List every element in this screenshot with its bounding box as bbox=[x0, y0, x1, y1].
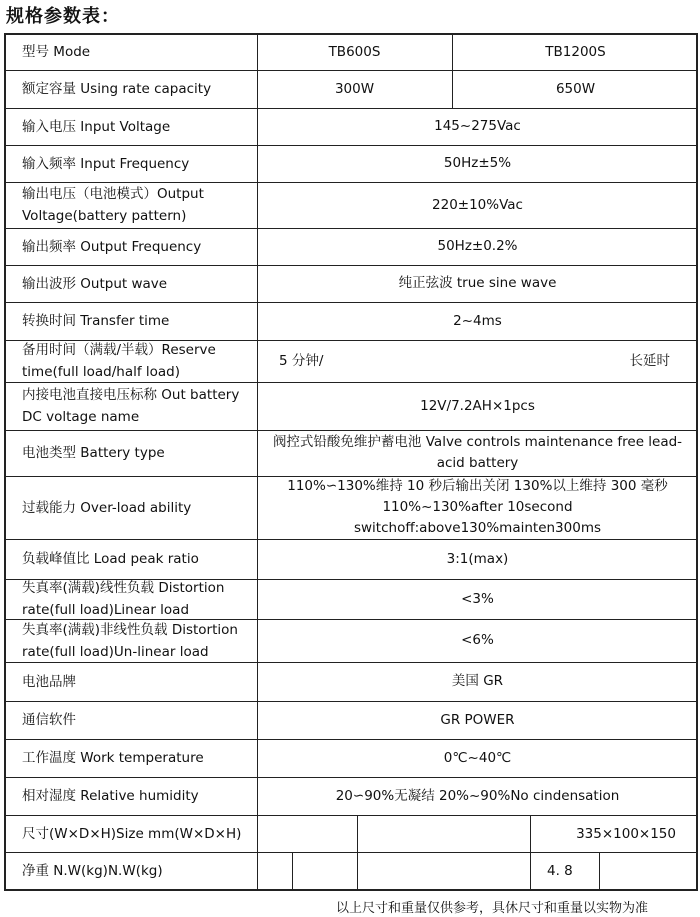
column-divider bbox=[452, 33, 453, 70]
spec-value: 美国 GR bbox=[451, 673, 504, 689]
row-divider bbox=[4, 340, 698, 341]
spec-value: 20∽90%无凝结 20%~90%No cindensation bbox=[335, 787, 620, 804]
row-divider bbox=[4, 579, 698, 580]
spec-value: <6% bbox=[461, 632, 494, 648]
row-divider bbox=[4, 265, 698, 266]
spec-value: 3:1(max) bbox=[446, 550, 509, 567]
spec-value: 50Hz±5% bbox=[443, 155, 512, 171]
row-divider bbox=[4, 889, 698, 891]
row-divider bbox=[4, 302, 698, 303]
spec-label: 负载峰值比 Load peak ratio bbox=[22, 551, 199, 567]
footnote: 以上尺寸和重量仅供参考，具休尺寸和重量以实物为准 bbox=[336, 901, 649, 916]
spec-label: 额定容量 Using rate capacity bbox=[22, 81, 212, 97]
spec-label: 通信软件 bbox=[22, 712, 76, 728]
spec-label: 净重 N.W(kg)N.W(kg) bbox=[22, 863, 163, 879]
label-column-divider bbox=[257, 33, 258, 890]
row-divider bbox=[4, 539, 698, 540]
row-divider bbox=[4, 33, 698, 35]
column-divider bbox=[292, 852, 293, 890]
spec-value: 长延时 bbox=[629, 353, 670, 369]
spec-value: TB1200S bbox=[545, 43, 606, 60]
spec-value: 300W bbox=[334, 81, 375, 97]
row-divider bbox=[4, 701, 698, 702]
row-divider bbox=[4, 852, 698, 853]
row-divider bbox=[4, 739, 698, 740]
row-divider bbox=[4, 476, 698, 477]
table-border-left bbox=[4, 33, 6, 890]
spec-value: 阀控式铅酸免维护蓄电池 Valve controls maintenance free lead-acid battery bbox=[272, 434, 683, 471]
spec-value: 220±10%Vac bbox=[432, 196, 523, 213]
row-divider bbox=[4, 777, 698, 778]
spec-label: 工作温度 Work temperature bbox=[22, 750, 204, 766]
table-border-right bbox=[696, 33, 698, 890]
spec-label: 输入电压 Input Voltage bbox=[22, 118, 171, 135]
page-title: 规格参数表： bbox=[6, 6, 120, 27]
spec-label: 过载能力 Over-load ability bbox=[22, 499, 192, 516]
spec-label: 电池类型 Battery type bbox=[22, 445, 165, 461]
spec-label: 相对湿度 Relative humidity bbox=[22, 788, 199, 804]
column-divider bbox=[452, 70, 453, 108]
spec-value: 110%∽130%维持 10 秒后输出关闭 130%以上维持 300 毫秒 110%~130%after 10second switchoff:above130%mainten300ms bbox=[287, 478, 668, 536]
spec-label: 转换时间 Transfer time bbox=[22, 313, 170, 329]
spec-value: 纯正弦波 true sine wave bbox=[398, 275, 557, 291]
spec-label: 电池品牌 bbox=[22, 673, 76, 690]
row-divider bbox=[4, 815, 698, 816]
spec-label: 备用时间（满载/半载）Reserve time(full load/half load) bbox=[22, 342, 216, 380]
spec-value: 145~275Vac bbox=[434, 118, 521, 134]
row-divider bbox=[4, 70, 698, 71]
row-divider bbox=[4, 619, 698, 620]
spec-value: 2~4ms bbox=[453, 312, 502, 329]
row-divider bbox=[4, 228, 698, 229]
row-divider bbox=[4, 430, 698, 431]
spec-label: 内接电池直接电压标称 Out battery DC voltage name bbox=[22, 387, 240, 425]
spec-value: <3% bbox=[461, 590, 494, 607]
spec-label: 尺寸(W×D×H)Size mm(W×D×H) bbox=[22, 825, 242, 842]
spec-label: 失真率(满载)线性负载 Distortion rate(full load)Linear load bbox=[22, 580, 225, 618]
spec-value: GR POWER bbox=[440, 711, 515, 728]
spec-value: 0℃~40℃ bbox=[443, 749, 512, 766]
column-divider bbox=[357, 815, 358, 852]
spec-label: 型号 Mode bbox=[22, 43, 91, 60]
spec-value: 50Hz±0.2% bbox=[437, 238, 518, 254]
row-divider bbox=[4, 662, 698, 663]
spec-value: 12V/7.2AH×1pcs bbox=[420, 397, 535, 414]
spec-value: TB600S bbox=[328, 43, 381, 60]
row-divider bbox=[4, 182, 698, 183]
column-divider bbox=[357, 852, 358, 890]
column-divider bbox=[599, 852, 600, 890]
row-divider bbox=[4, 145, 698, 146]
spec-label: 失真率(满载)非线性负载 Distortion rate(full load)Un-linear load bbox=[22, 621, 238, 660]
spec-label: 输入频率 Input Frequency bbox=[22, 155, 190, 172]
spec-label: 输出波形 Output wave bbox=[22, 275, 168, 292]
spec-label: 输出电压（电池模式）Output Voltage(battery pattern) bbox=[22, 186, 204, 224]
spec-value: 5 分钟/ bbox=[279, 353, 324, 369]
row-divider bbox=[4, 108, 698, 109]
spec-value: 4. 8 bbox=[547, 863, 573, 879]
spec-value: 650W bbox=[555, 81, 596, 97]
row-divider bbox=[4, 382, 698, 383]
spec-value: 335×100×150 bbox=[576, 825, 676, 842]
spec-label: 输出频率 Output Frequency bbox=[22, 238, 202, 255]
